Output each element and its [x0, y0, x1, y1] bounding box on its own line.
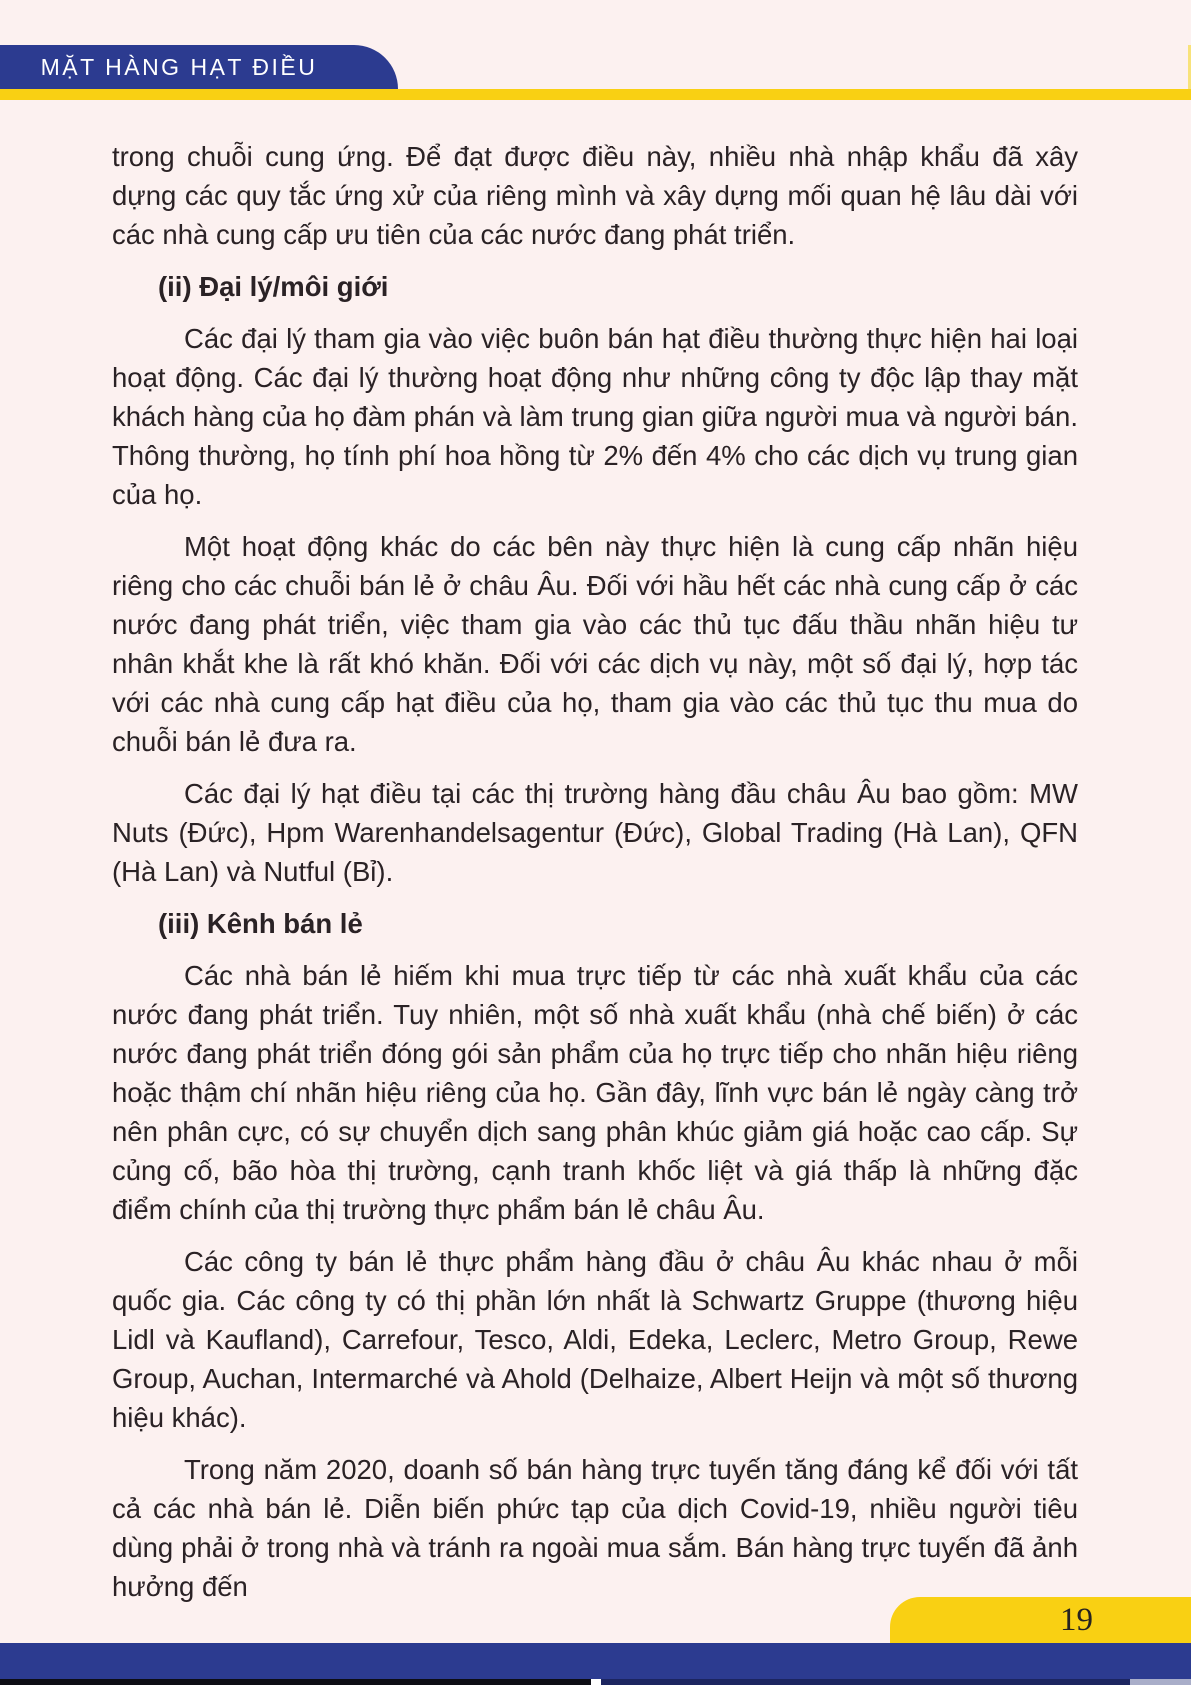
- bottom-strip-light-segment: [1130, 1679, 1191, 1685]
- footer-bar: [0, 1643, 1191, 1679]
- body-paragraph: Các đại lý hạt điều tại các thị trường hàng đầu châu Âu bao gồm: MW Nuts (Đức), Hpm Warenhandelsagentur (Đức), Global Trading (Hà Lan), QFN (Hà Lan) và Nutful (Bỉ).: [112, 778, 1078, 887]
- body-paragraph: Trong năm 2020, doanh số bán hàng trực tuyến tăng đáng kể đối với tất cả các nhà bán lẻ. Diễn biến phức tạp của dịch Covid-19, nhiều người tiêu dùng phải ở trong nhà và tránh ra ngoài mua sắm. Bán hàng trực tuyến đã ảnh hưởng đến: [112, 1454, 1078, 1602]
- content: [112, 137, 1078, 1619]
- body-paragraph: Các công ty bán lẻ thực phẩm hàng đầu ở châu Âu khác nhau ở mỗi quốc gia. Các công ty có thị phần lớn nhất là Schwartz Gruppe (thương hiệu Lidl và Kaufland), Carrefour, Tesco, Aldi, Edeka, Leclerc, Metro Group, Rewe Group, Auchan, Intermarché và Ahold (Delhaize, Albert Heijn và một số thương hiệu khác).: [112, 1246, 1078, 1433]
- page-number-tab: [890, 1597, 1191, 1643]
- bottom-strip-navy-segment: [601, 1679, 1130, 1685]
- body-paragraph: Một hoạt động khác do các bên này thực hiện là cung cấp nhãn hiệu riêng cho các chuỗi bán lẻ ở châu Âu. Đối với hầu hết các nhà cung cấp ở các nước đang phát triển, việc tham gia vào các thủ tục đấu thầu nhãn hiệu tư nhân khắt khe là rất khó khăn. Đối với các dịch vụ này, một số đại lý, hợp tác với các nhà cung cấp hạt điều của họ, tham gia vào các thủ tục thu mua do chuỗi bán lẻ đưa ra.: [112, 531, 1078, 757]
- bottom-strip: [0, 1679, 1191, 1685]
- page-header-tab: [0, 45, 398, 89]
- body-paragraph: Các nhà bán lẻ hiếm khi mua trực tiếp từ các nhà xuất khẩu của các nước đang phát triển. Tuy nhiên, một số nhà xuất khẩu (nhà chế biến) ở các nước đang phát triển đóng gói sản phẩm của họ trực tiếp cho nhãn hiệu riêng hoặc thậm chí nhãn hiệu riêng của họ. Gần đây, lĩnh vực bán lẻ ngày càng trở nên phân cực, có sự chuyển dịch sang phân khúc giảm giá hoặc cao cấp. Sự củng cố, bão hòa thị trường, cạnh tranh khốc liệt và giá thấp là những đặc điểm chính của thị trường thực phẩm bán lẻ châu Âu.: [112, 960, 1078, 1225]
- page-number: 19: [1060, 1601, 1093, 1638]
- bottom-strip-black-segment: [0, 1679, 591, 1685]
- body-paragraph: Các đại lý tham gia vào việc buôn bán hạt điều thường thực hiện hai loại hoạt động. Các đại lý thường hoạt động như những công ty độc lập thay mặt khách hàng của họ đàm phán và làm trung gian giữa người mua và người bán. Thông thường, họ tính phí hoa hồng từ 2% đến 4% cho các dịch vụ trung gian của họ.: [112, 323, 1078, 510]
- bottom-strip-gap: [591, 1679, 601, 1685]
- body-paragraph: trong chuỗi cung ứng. Để đạt được điều này, nhiều nhà nhập khẩu đã xây dựng các quy tắc ứng xử của riêng mình và xây dựng mối quan hệ lâu dài với các nhà cung cấp ưu tiên của các nước đang phát triển.: [112, 141, 1078, 250]
- section-heading: (ii) Đại lý/môi giới: [158, 271, 389, 302]
- header-accent-bar: [0, 89, 1191, 100]
- section-heading: (iii) Kênh bán lẻ: [158, 908, 363, 939]
- page-title: MẶT HÀNG HẠT ĐIỀU: [40, 53, 318, 80]
